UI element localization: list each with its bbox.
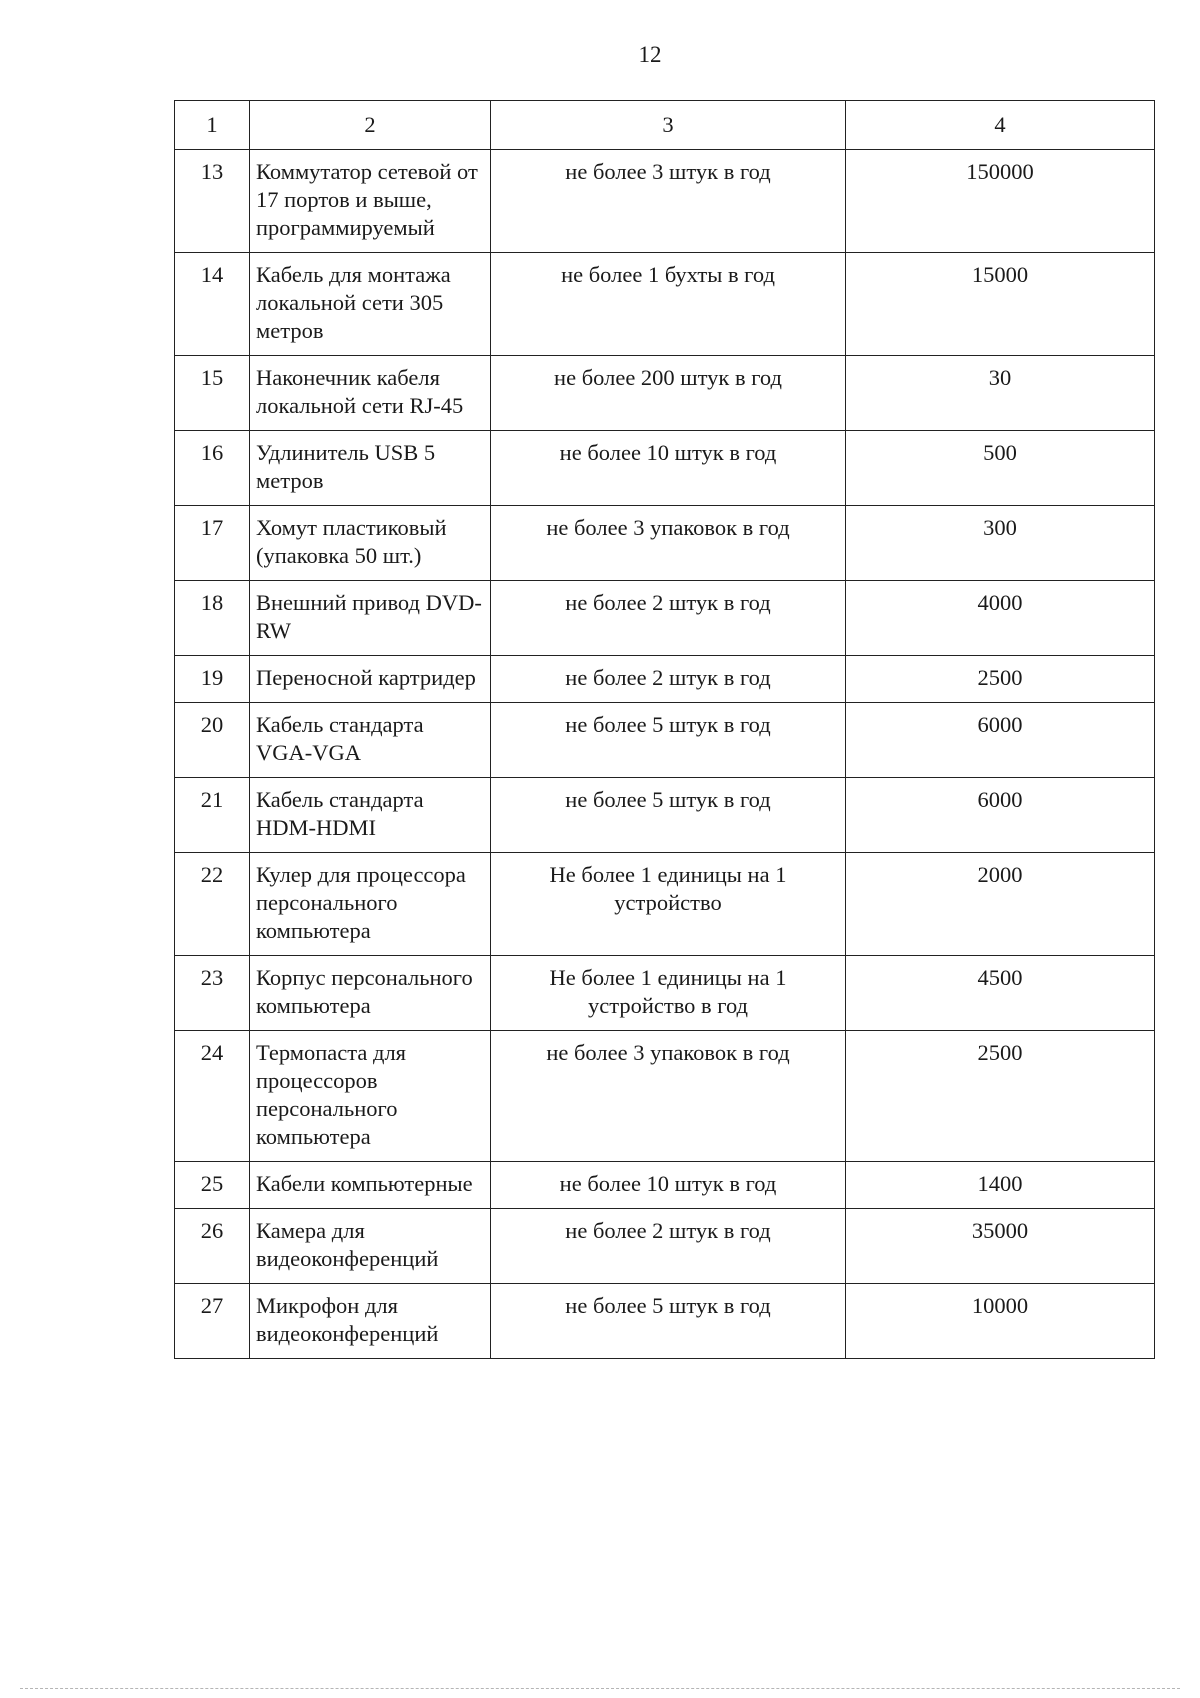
table-row (175, 853, 1155, 956)
item-price: 500 (846, 431, 1155, 506)
row-number: 20 (175, 703, 250, 778)
table-row (175, 506, 1155, 581)
item-price: 15000 (846, 253, 1155, 356)
items-table (174, 100, 1155, 1359)
item-price: 150000 (846, 150, 1155, 253)
item-limit: не более 3 упаковок в год (491, 506, 846, 581)
item-name: Удлинитель USB 5 метров (250, 431, 491, 506)
item-price: 6000 (846, 778, 1155, 853)
row-number: 18 (175, 581, 250, 656)
item-name: Кабель стандарта VGA-VGA (250, 703, 491, 778)
item-limit: не более 10 штук в год (491, 431, 846, 506)
row-number: 21 (175, 778, 250, 853)
item-price: 4000 (846, 581, 1155, 656)
item-limit: Не более 1 единицы на 1 устройство (491, 853, 846, 956)
item-name: Микрофон для видеоконференций (250, 1284, 491, 1359)
item-name: Внешний привод DVD-RW (250, 581, 491, 656)
row-number: 19 (175, 656, 250, 703)
table-row (175, 356, 1155, 431)
table-row (175, 703, 1155, 778)
row-number: 16 (175, 431, 250, 506)
table-header-row (175, 101, 1155, 150)
table-row (175, 431, 1155, 506)
row-number: 14 (175, 253, 250, 356)
item-price: 35000 (846, 1209, 1155, 1284)
item-limit: не более 2 штук в год (491, 656, 846, 703)
item-price: 10000 (846, 1284, 1155, 1359)
column-header-3: 3 (491, 101, 846, 150)
table-row (175, 1162, 1155, 1209)
table-row (175, 1284, 1155, 1359)
item-name: Переносной картридер (250, 656, 491, 703)
item-name: Термопаста для процессоров персонального компьютера (250, 1031, 491, 1162)
page-number (0, 42, 1200, 68)
column-header-2: 2 (250, 101, 491, 150)
item-price: 1400 (846, 1162, 1155, 1209)
item-name: Корпус персонального компьютера (250, 956, 491, 1031)
item-limit: не более 2 штук в год (491, 1209, 846, 1284)
item-limit: не более 5 штук в год (491, 703, 846, 778)
table-row (175, 1031, 1155, 1162)
page-number-text: 12 (638, 42, 662, 67)
item-price: 2000 (846, 853, 1155, 956)
table-row (175, 581, 1155, 656)
table-row (175, 253, 1155, 356)
item-name: Кабели компьютерные (250, 1162, 491, 1209)
column-header-1: 1 (175, 101, 250, 150)
item-price: 2500 (846, 1031, 1155, 1162)
item-price: 6000 (846, 703, 1155, 778)
item-name: Кабель стандарта HDM-HDMI (250, 778, 491, 853)
item-name: Наконечник кабеля локальной сети RJ-45 (250, 356, 491, 431)
row-number: 15 (175, 356, 250, 431)
scan-artifact-line (20, 1688, 1180, 1689)
item-limit: не более 5 штук в год (491, 778, 846, 853)
item-price: 300 (846, 506, 1155, 581)
item-limit: не более 10 штук в год (491, 1162, 846, 1209)
row-number: 22 (175, 853, 250, 956)
column-header-4: 4 (846, 101, 1155, 150)
item-name: Коммутатор сетевой от 17 портов и выше, программируемый (250, 150, 491, 253)
item-name: Кабель для монтажа локальной сети 305 метров (250, 253, 491, 356)
row-number: 24 (175, 1031, 250, 1162)
item-limit: не более 1 бухты в год (491, 253, 846, 356)
row-number: 25 (175, 1162, 250, 1209)
item-limit: не более 3 упаковок в год (491, 1031, 846, 1162)
item-price: 2500 (846, 656, 1155, 703)
item-price: 4500 (846, 956, 1155, 1031)
item-name: Кулер для процессора персонального компьютера (250, 853, 491, 956)
item-limit: Не более 1 единицы на 1 устройство в год (491, 956, 846, 1031)
row-number: 13 (175, 150, 250, 253)
item-limit: не более 2 штук в год (491, 581, 846, 656)
table-row (175, 656, 1155, 703)
table-row (175, 150, 1155, 253)
item-limit: не более 3 штук в год (491, 150, 846, 253)
item-limit: не более 200 штук в год (491, 356, 846, 431)
item-name: Камера для видеоконференций (250, 1209, 491, 1284)
row-number: 23 (175, 956, 250, 1031)
item-limit: не более 5 штук в год (491, 1284, 846, 1359)
item-name: Хомут пластиковый (упаковка 50 шт.) (250, 506, 491, 581)
table-row (175, 956, 1155, 1031)
table-row (175, 1209, 1155, 1284)
row-number: 27 (175, 1284, 250, 1359)
item-price: 30 (846, 356, 1155, 431)
row-number: 26 (175, 1209, 250, 1284)
row-number: 17 (175, 506, 250, 581)
table-row (175, 778, 1155, 853)
